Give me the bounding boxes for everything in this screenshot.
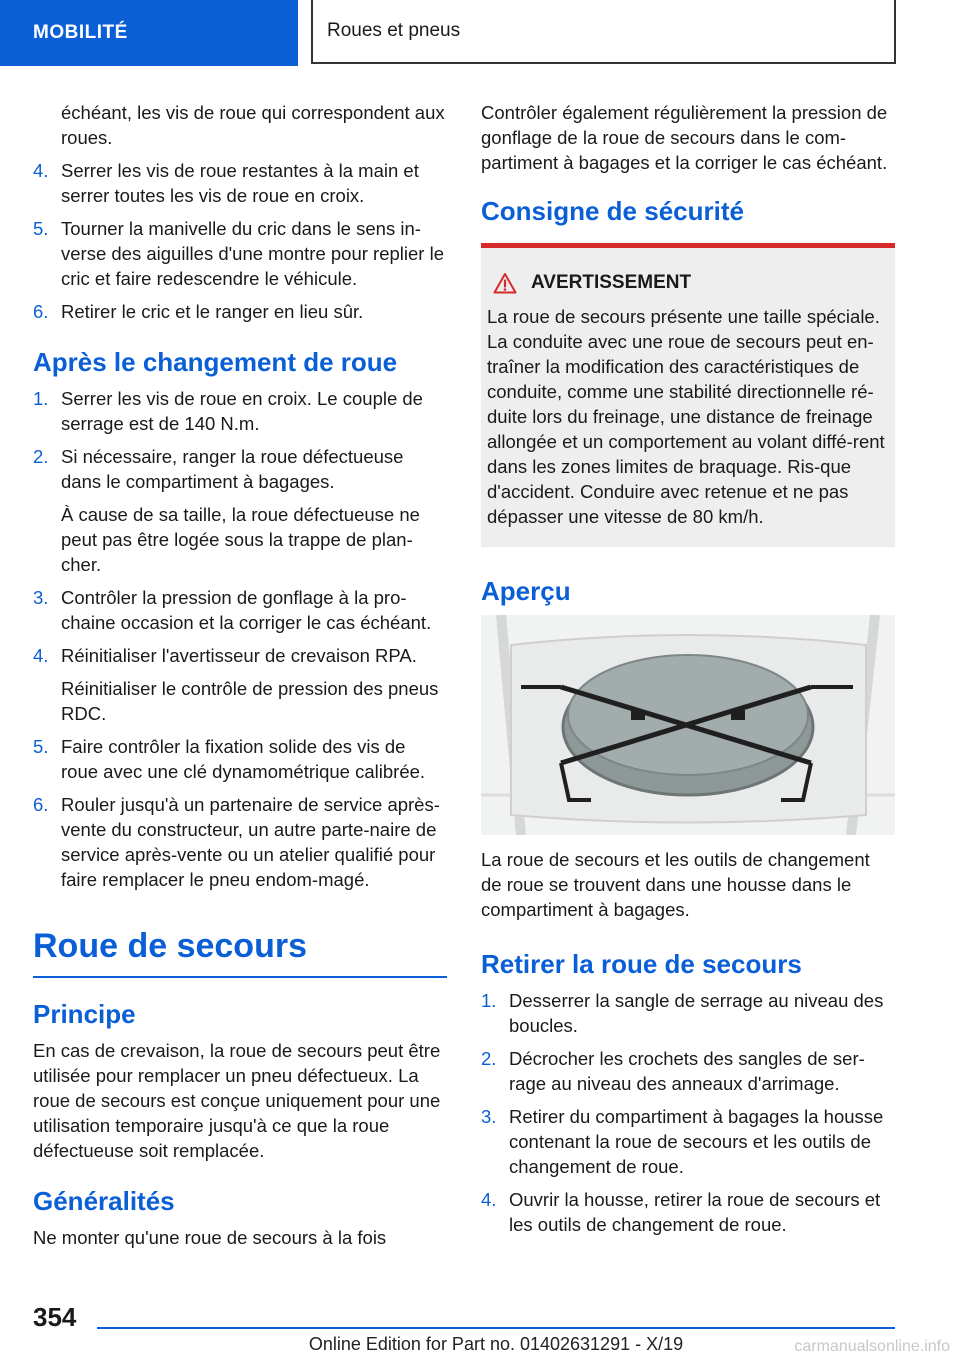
step-text: Ouvrir la housse, retirer la roue de secours et les outils de changement de roue. xyxy=(509,1189,881,1235)
left-column xyxy=(33,100,447,1258)
spare-wheel-illustration xyxy=(481,615,895,835)
step-number: 4. xyxy=(33,160,49,181)
step-text: Serrer les vis de roue en croix. Le couple de serrage est de 140 N.m. xyxy=(61,388,423,434)
continuation-text: Contrôler également régulièrement la pression de gonflage de la roue de secours dans le com-partiment à bagages et la corriger le cas échéant. xyxy=(481,102,888,173)
step-number: 3. xyxy=(481,1106,497,1127)
step-number: 2. xyxy=(481,1048,497,1069)
warning-triangle-icon xyxy=(493,272,517,294)
step-text: Rouler jusqu'à un partenaire de service après-vente du constructeur, un autre parte-naire de service après-vente ou un atelier qualifié pour faire remplacer le pneu endom-magé. xyxy=(61,794,440,890)
step-number: 1. xyxy=(33,388,49,409)
step-number: 6. xyxy=(33,794,49,815)
step-subtext: Réinitialiser le contrôle de pression des pneus RDC. xyxy=(61,678,439,724)
list-item xyxy=(33,643,447,726)
step-text: Décrocher les crochets des sangles de ser-rage au niveau des anneaux d'arrimage. xyxy=(509,1048,865,1094)
step-number: 1. xyxy=(481,990,497,1011)
list-item xyxy=(481,1046,895,1096)
right-column xyxy=(481,100,895,1245)
chapter-title: Roues et pneus xyxy=(311,0,896,64)
step-subtext: À cause de sa taille, la roue défectueuse ne peut pas être logée sous la trappe de plan-cher. xyxy=(61,504,420,575)
step-text: Desserrer la sangle de serrage au niveau des boucles. xyxy=(509,990,884,1036)
principle-heading: Principe xyxy=(33,999,136,1029)
general-text: Ne monter qu'une roue de secours à la fois xyxy=(33,1227,387,1248)
list-item xyxy=(481,1104,895,1179)
step-number: 5. xyxy=(33,736,49,757)
site-watermark: carmanualsonline.info xyxy=(794,1338,950,1355)
spare-wheel-heading: Roue de secours xyxy=(33,926,447,978)
step-text: Retirer du compartiment à bagages la housse contenant la roue de secours et les outils de changement de roue. xyxy=(509,1106,884,1177)
step-text: Contrôler la pression de gonflage à la pro-chaine occasion et la corriger le cas échéant. xyxy=(61,587,432,633)
after-change-heading: Après le changement de roue xyxy=(33,347,398,377)
remove-spare-heading: Retirer la roue de secours xyxy=(481,949,802,979)
spare-wheel-in-trunk-image xyxy=(481,615,895,835)
footer-divider xyxy=(97,1327,895,1329)
step-text: Serrer les vis de roue restantes à la main et serrer toutes les vis de roue en croix. xyxy=(61,160,419,206)
list-item xyxy=(33,158,447,208)
step-text: Tourner la manivelle du cric dans le sens in-verse des aiguilles d'une montre pour replier le cric et faire redescendre le véhicule. xyxy=(61,218,444,289)
step-number: 4. xyxy=(33,645,49,666)
step-text: Réinitialiser l'avertisseur de crevaison RPA. xyxy=(61,645,417,666)
figure-caption: La roue de secours et les outils de changement de roue se trouvent dans une housse dans le compartiment à bagages. xyxy=(481,849,870,920)
list-item xyxy=(33,386,447,436)
section-tab: MOBILITÉ xyxy=(0,0,298,66)
step-number: 2. xyxy=(33,446,49,467)
warning-label: AVERTISSEMENT xyxy=(531,272,692,293)
list-item xyxy=(33,585,447,635)
steps-list-b xyxy=(33,386,447,892)
step-number: 4. xyxy=(481,1189,497,1210)
principle-text: En cas de crevaison, la roue de secours peut être utilisée pour remplacer un pneu défectueux. La roue de secours est conçue uniquement pour une utilisation temporaire jusqu'à ce que la roue défectueuse soit remplacée. xyxy=(33,1040,441,1161)
step-text: Si nécessaire, ranger la roue défectueuse dans le compartiment à bagages. xyxy=(61,446,404,492)
remove-steps-list xyxy=(481,988,895,1237)
list-item xyxy=(481,988,895,1038)
steps-list-a xyxy=(33,158,447,324)
overview-heading: Aperçu xyxy=(481,576,571,606)
list-item xyxy=(33,792,447,892)
list-item xyxy=(481,1187,895,1237)
list-item xyxy=(33,444,447,577)
page-number: 354 xyxy=(33,1302,77,1332)
step-text: Faire contrôler la fixation solide des vis de roue avec une clé dynamométrique calibrée. xyxy=(61,736,426,782)
continuation-text: échéant, les vis de roue qui correspondent aux roues. xyxy=(61,102,445,148)
step-number: 5. xyxy=(33,218,49,239)
list-item xyxy=(33,299,447,324)
safety-heading: Consigne de sécurité xyxy=(481,196,744,226)
list-item xyxy=(33,216,447,291)
footer-edition-text: Online Edition for Part no. 01402631291 - X/19 xyxy=(308,1334,684,1354)
step-text: Retirer le cric et le ranger en lieu sûr. xyxy=(61,301,364,322)
warning-header xyxy=(493,272,889,294)
general-heading: Généralités xyxy=(33,1186,175,1216)
step-number: 3. xyxy=(33,587,49,608)
step-number: 6. xyxy=(33,301,49,322)
warning-box xyxy=(481,243,895,547)
warning-text: La roue de secours présente une taille spéciale. La conduite avec une roue de secours peut en-traîner la modification des caractéristiques de conduite, comme une stabilité directionnelle ré-duite lors du freinage, une distance de freinage allongée et un comportement au volant diffé-rent dans les zones limites de braquage. Ris-que d'accident. Conduire avec retenue et ne pas dépasser une vitesse de 80 km/h. xyxy=(487,306,885,527)
list-item xyxy=(33,734,447,784)
